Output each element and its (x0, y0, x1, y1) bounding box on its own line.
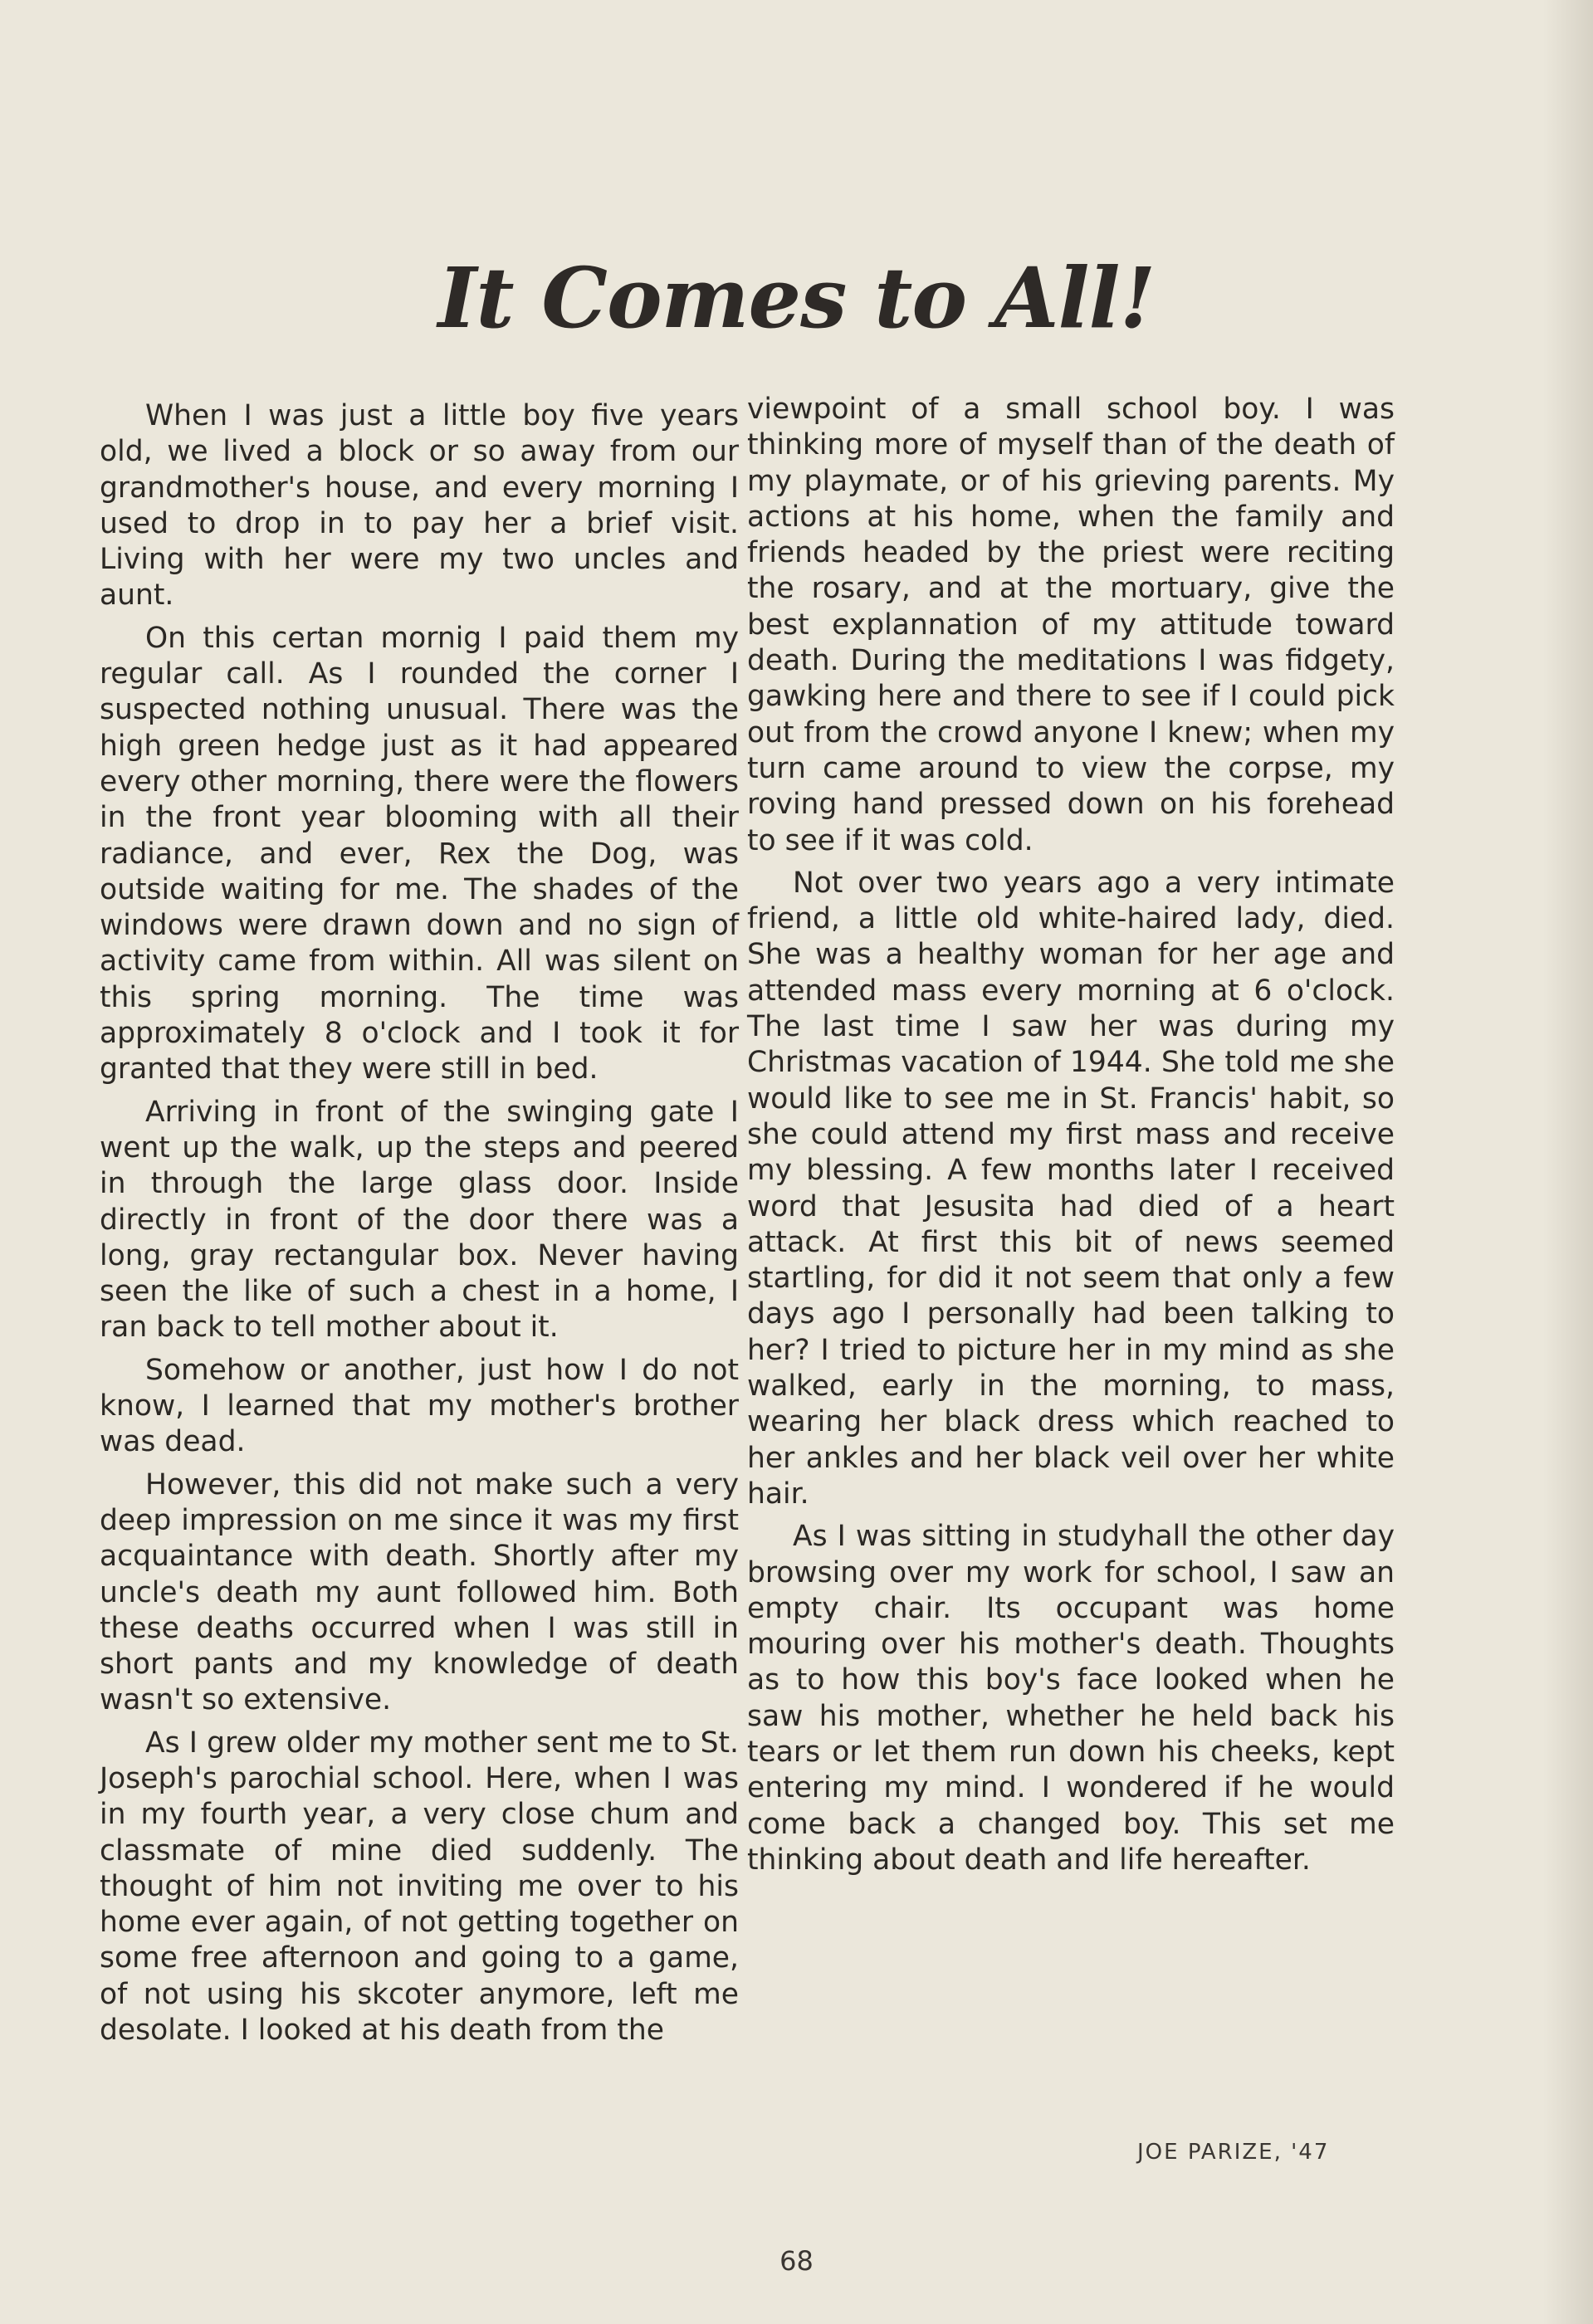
paragraph: As I was sitting in studyhall the other day browsing over my work for school, I saw an empty chair. Its occupant was home mouring over his mother's death. Thoughts as to how this boy's face looked when he saw his mother, whether he held back his tears or let them run down his cheeks, kept entering my mind. I wondered if he would come back a changed boy. This set me thinking about death and life hereafter. (747, 1520, 1395, 1877)
page-number: 68 (779, 2245, 814, 2277)
left-column (100, 398, 739, 2055)
paragraph: On this certan mornig I paid them my regular call. As I rounded the corner I suspected nothing unusual. There was the high green hedge just as it had appeared every other morning, there were the flowers in the front year blooming with all their radiance, and ever, Rex the Dog, was outside waiting for me. The shades of the windows were drawn down and no sign of activity came from within. All was silent on this spring morning. The time was approximately 8 o'clock and I took it for granted that they were still in bed. (100, 621, 739, 1086)
page-edge-shadow (1543, 0, 1593, 2324)
article-title: It Comes to All! (437, 249, 1156, 347)
paragraph: As I grew older my mother sent me to St. Joseph's parochial school. Here, when I was in my fourth year, a very close chum and classmate of mine died suddenly. The thought of him not inviting me over to his home ever again, of not getting together on some free afternoon and going to a game, of not using his skcoter anymore, left me desolate. I looked at his death from the (100, 1726, 739, 2048)
paragraph: However, this did not make such a very deep impression on me since it was my first acquaintance with death. Shortly after my uncle's death my aunt followed him. Both these deaths occurred when I was still in short pants and my knowledge of death wasn't so extensive. (100, 1467, 739, 1717)
author-byline: JOE PARIZE, '47 (1137, 2140, 1330, 2165)
paragraph-continuation: viewpoint of a small school boy. I was thinking more of myself than of the death of my playmate, or of his grieving parents. My actions at his home, when the family and friends headed by the priest were reciting the rosary, and at the mortuary, give the best explannation of my attitude toward death. During the meditations I was fidgety, gawking here and there to see if I could pick out from the crowd anyone I knew; when my turn came around to view the corpse, my roving hand pressed down on his forehead to see if it was cold. (747, 393, 1395, 857)
paragraph: Arriving in front of the swinging gate I went up the walk, up the steps and peered in through the large glass door. Inside directly in front of the door there was a long, gray rectangular box. Never having seen the like of such a chest in a home, I ran back to tell mother about it. (100, 1095, 739, 1345)
paragraph: When I was just a little boy five years old, we lived a block or so away from our grandmother's house, and every morning I used to drop in to pay her a brief visit. Living with her were my two uncles and aunt. (100, 399, 739, 613)
paragraph: Somehow or another, just how I do not know, I learned that my mother's brother was dead. (100, 1353, 739, 1459)
paragraph: Not over two years ago a very intimate friend, a little old white-haired lady, died. She was a healthy woman for her age and attended mass every morning at 6 o'clock. The last time I saw her was during my Christmas vacation of 1944. She told me she would like to see me in St. Francis' habit, so she could attend my first mass and receive my blessing. A few months later I received word that Jesusita had died of a heart attack. At first this bit of news seemed startling, for did it not seem that only a few days ago I personally had been talking to her? I tried to picture her in my mind as she walked, early in the morning, to mass, wearing her black dress which reached to her ankles and her black veil over her white hair. (747, 866, 1395, 1511)
right-column (747, 392, 1395, 1885)
